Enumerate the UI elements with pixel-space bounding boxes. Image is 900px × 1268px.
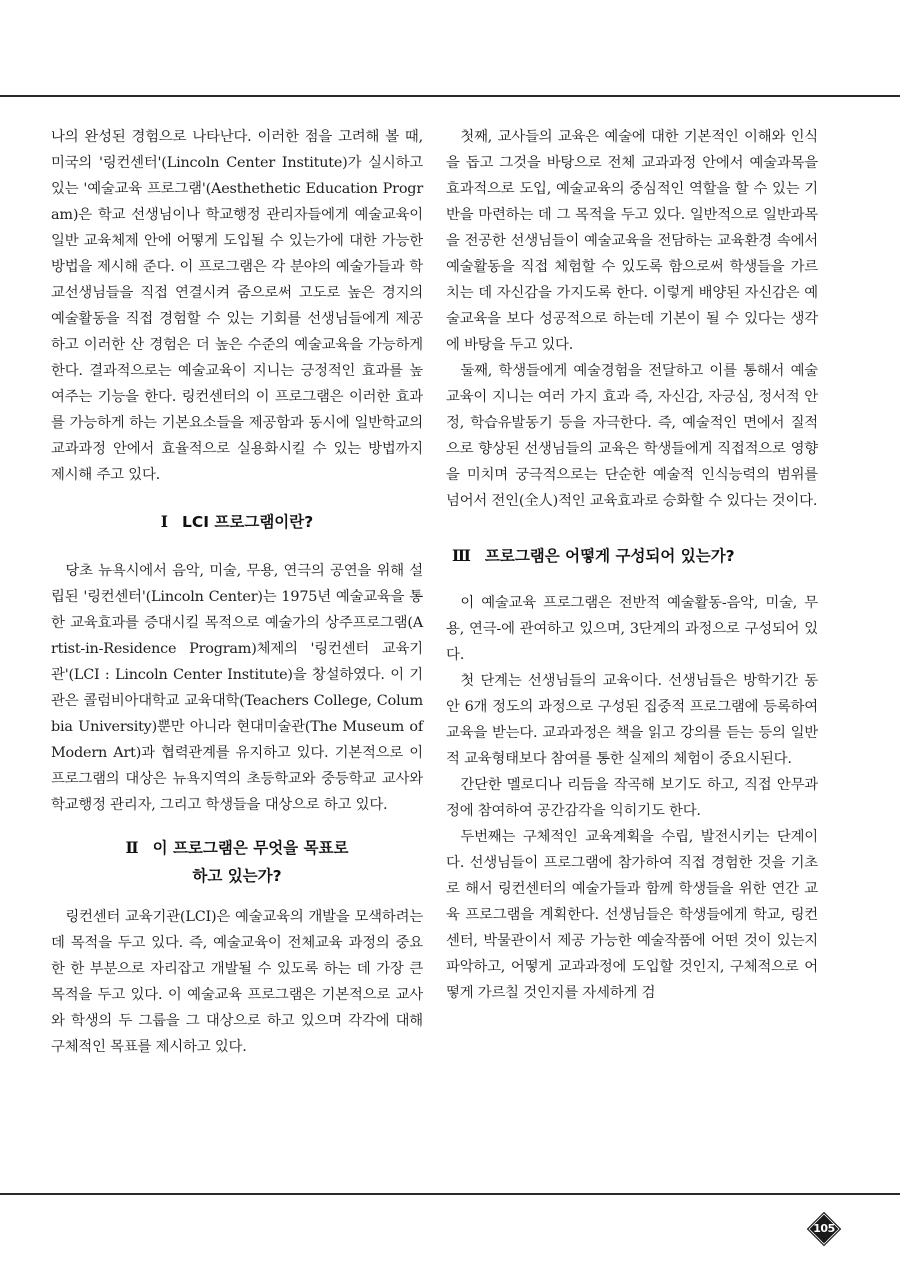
body-paragraph: 두번째는 구체적인 교육계획을 수립, 발전시키는 단계이다. 선생님들이 프로그램에 참가하여 직접 경험한 것을 기초로 해서 링컨센터의 예술가들과 함께 학생들을 위한 연간 교육 프로그램을 계획한다. 선생님들은 학생들에게 학교, 링컨센터, 박물관이서 제공 가능한 예술작품에 어떤 것이 있는지 파악하고, 어떻게 교과과정에 도입할 것인지, 구체적으로 어떻게 가르칠 것인지를 자세하게 검 [446, 829, 818, 1001]
page-number: 105 [813, 1222, 835, 1235]
section-title: LCI 프로그램이란? [182, 513, 314, 531]
body-paragraph: 둘째, 학생들에게 예술경험을 전달하고 이를 통해서 예술교육이 지니는 여러 가지 효과 즉, 자신감, 자긍심, 정서적 안정, 학습유발동기 등을 자극한다. 즉, 예술적인 면에서 질적으로 향상된 선생님들의 교육은 학생들에게 직접적으로 영향을 미치며 궁극적으로는 단순한 예술적 인식능력의 범위를 넘어서 전인(全人)적인 교육효과로 승화할 수 있다는 것이다. [446, 363, 818, 509]
body-paragraph: 이 예술교육 프로그램은 전반적 예술활동-음악, 미술, 무용, 연극-에 관여하고 있으며, 3단계의 과정으로 구성되어 있다. [446, 595, 818, 663]
body-paragraph: 나의 완성된 경험으로 나타난다. 이러한 점을 고려해 볼 때, 미국의 '링컨센터'(Lincoln Center Institute)가 실시하고 있는 '예술교육 프로그램'(Aesthethetic Education Program)은 학교 선생님이나 학교행정 관리자들에게 예술교육이 일반 교육체제 안에 어떻게 도입될 수 있는가에 대한 가능한 방법을 제시해 준다. 이 프로그램은 각 분야의 예술가들과 학교선생님들을 직접 연결시켜 줌으로써 고도로 높은 경지의 예술활동을 직접 경험할 수 있는 기회를 선생님들에게 제공하고 이러한 산 경험은 더 높은 수준의 예술교육을 가능하게 한다. 결과적으로는 예술교육이 지니는 긍정적인 효과를 높여주는 기능을 한다. 링컨센터의 이 프로그램은 이러한 효과를 가능하게 하는 기본요소들을 제공함과 동시에 일반학교의 교과과정 안에서 효율적으로 실용화시킬 수 있는 방법까지 제시해 주고 있다. [51, 129, 423, 483]
section-heading-3 [446, 542, 818, 570]
body-paragraph: 링컨센터 교육기관(LCI)은 예술교육의 개발을 모색하려는 데 목적을 두고 있다. 즉, 예술교육이 전체교육 과정의 중요한 한 부분으로 자리잡고 개발될 수 있도록 하는 데 가장 큰 목적을 두고 있다. 이 예술교육 프로그램은 기본적으로 교사와 학생의 두 그룹을 그 대상으로 하고 있으며 각각에 대해 구체적인 목표를 제시하고 있다. [51, 909, 423, 1055]
section-title-line-2: 하고 있는가? [192, 867, 282, 885]
body-paragraph: 첫째, 교사들의 교육은 예술에 대한 기본적인 이해와 인식을 돕고 그것을 바탕으로 전체 교과과정 안에서 예술과목을 효과적으로 도입, 예술교육의 중심적인 역할을 할 수 있는 기반을 마련하는 데 그 목적을 두고 있다. 일반적으로 일반과목을 전공한 선생님들이 예술교육을 전담하는 교육환경 속에서 예술활동을 직접 체험할 수 있도록 함으로써 학생들을 가르치는 데 자신감을 가지도록 한다. 이렇게 배양된 자신감은 예술교육을 보다 성공적으로 하는데 기본이 될 수 있다는 생각에 바탕을 두고 있다. [446, 129, 818, 353]
top-rule [0, 95, 900, 97]
section-title: 프로그램은 어떻게 구성되어 있는가? [484, 547, 735, 565]
section-title-line-1: 이 프로그램은 무엇을 목표로 [152, 839, 349, 857]
section-numeral: Ⅱ [125, 838, 139, 857]
section-numeral: Ⅰ [160, 512, 168, 531]
section-numeral: Ⅲ [452, 546, 471, 565]
section-heading-1 [51, 508, 423, 536]
bottom-rule [0, 1193, 900, 1195]
right-column [446, 124, 818, 1006]
body-paragraph: 간단한 멜로디나 리듬을 작곡해 보기도 하고, 직접 안무과정에 참여하여 공간감각을 익히기도 한다. [446, 777, 818, 819]
page-number-badge [805, 1210, 843, 1248]
left-column [51, 124, 423, 1060]
body-paragraph: 첫 단계는 선생님들의 교육이다. 선생님들은 방학기간 동안 6개 정도의 과정으로 구성된 집중적 프로그램에 등록하여 교육을 받는다. 교과과정은 책을 읽고 강의를 듣는 등의 일반적 교육형태보다 참여를 통한 실제의 체험이 중요시된다. [446, 673, 818, 767]
body-paragraph: 당초 뉴욕시에서 음악, 미술, 무용, 연극의 공연을 위해 설립된 '링컨센터'(Lincoln Center)는 1975년 예술교육을 통한 교육효과를 증대시킬 목적으로 예술가의 상주프로그램(Artist-in-Residence Program)체제의 '링컨센터 교육기관'(LCI : Lincoln Center Institute)을 창설하였다. 이 기관은 콜럼비아대학교 교육대학(Teachers College, Columbia University)뿐만 아니라 현대미술관(The Museum of Modern Art)과 협력관계를 유지하고 있다. 기본적으로 이 프로그램의 대상은 뉴욕지역의 초등학교와 중등학교 교사와 학교행정 관리자, 그리고 학생들을 대상으로 하고 있다. [51, 563, 423, 813]
section-heading-2 [51, 834, 423, 890]
